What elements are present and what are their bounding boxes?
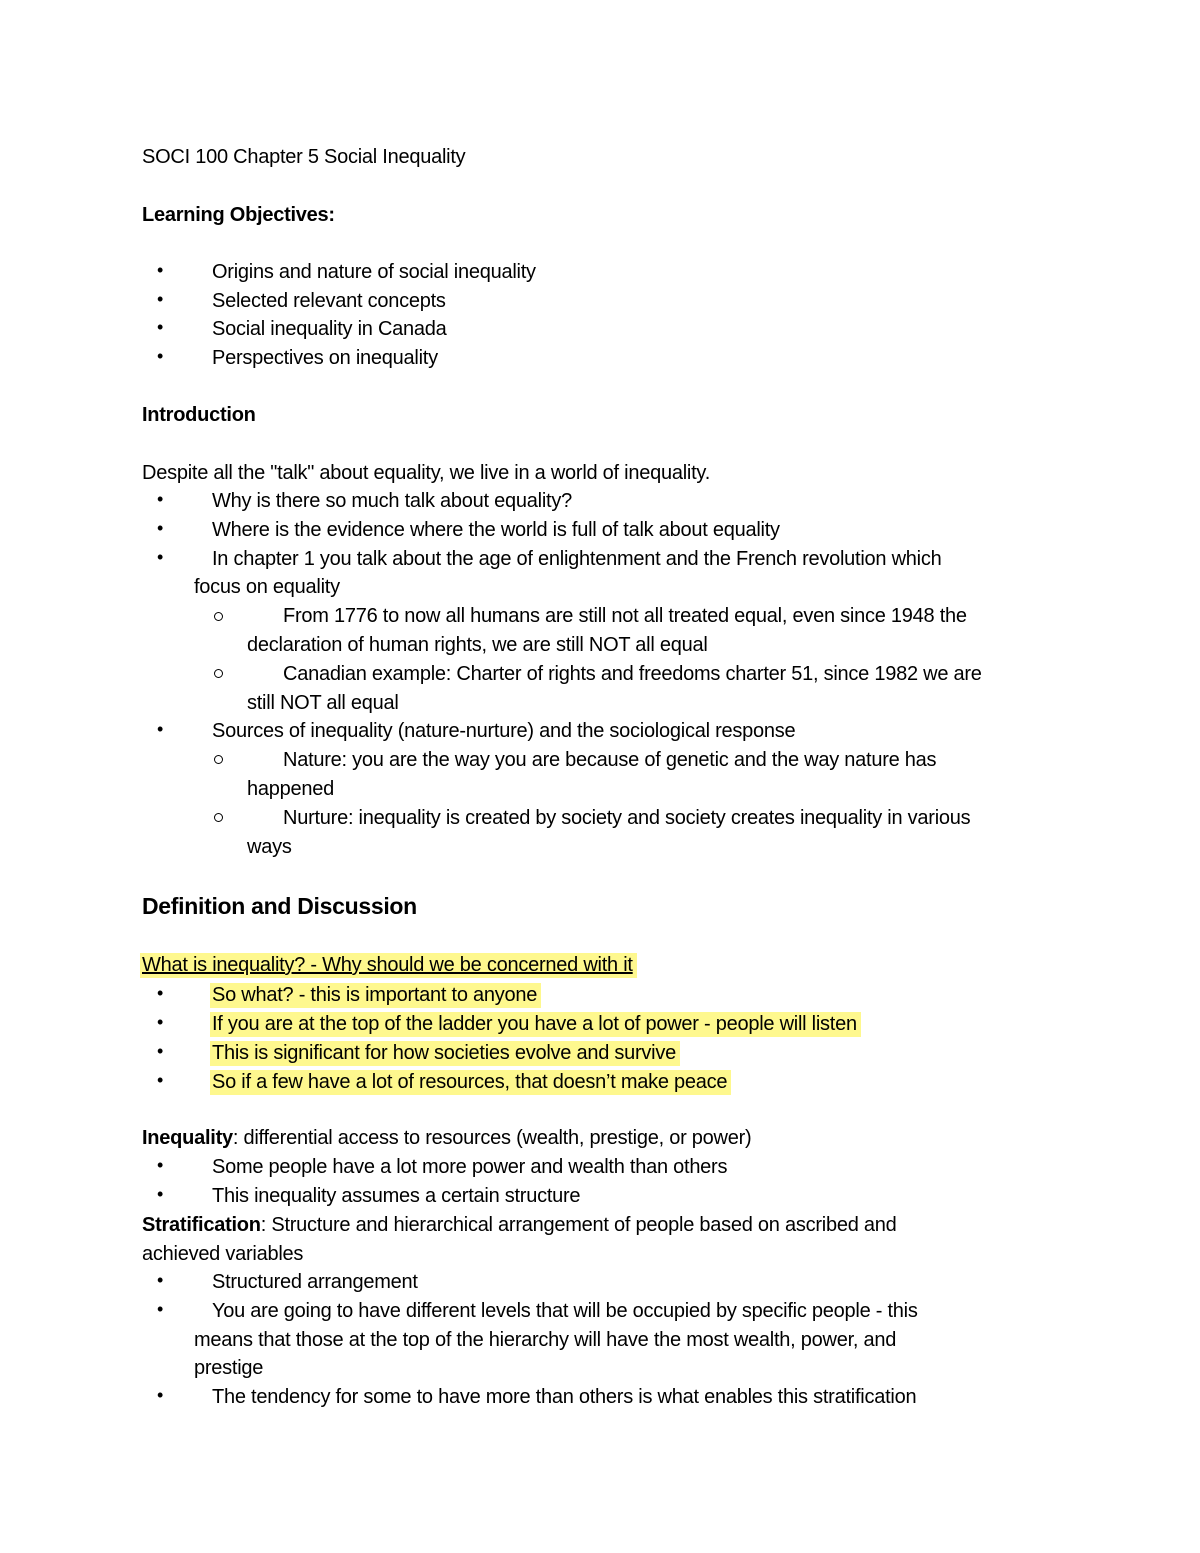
intro-sub-bullet-continued: still NOT all equal (247, 692, 399, 714)
stratification-item-continued: means that those at the top of the hierarchy will have the most wealth, power, and (194, 1329, 897, 1351)
inequality-item: Some people have a lot more power and wealth than others (212, 1156, 728, 1178)
intro-bullet: Where is the evidence where the world is full of talk about equality (212, 519, 780, 541)
definition-item (212, 1014, 861, 1034)
inequality-definition-text: : differential access to resources (wealth, prestige, or power) (232, 1127, 752, 1149)
stratification-item: Structured arrangement (212, 1271, 418, 1293)
definition-item (212, 1072, 731, 1092)
learning-objectives-heading: Learning Objectives: (142, 204, 335, 226)
highlighted-question: What is inequality? - Why should we be concerned with it (140, 953, 637, 978)
bullet-icon: • (157, 1012, 164, 1032)
stratification-item-continued: prestige (194, 1357, 264, 1379)
intro-bullet: Why is there so much talk about equality? (212, 490, 572, 512)
bullet-icon: • (157, 1385, 164, 1405)
definition-item (212, 1043, 680, 1063)
bullet-icon: • (157, 518, 164, 538)
intro-bullet: In chapter 1 you talk about the age of enlightenment and the French revolution which (212, 548, 942, 570)
objective-item: Perspectives on inequality (212, 347, 438, 369)
intro-sub-bullet-continued: declaration of human rights, we are still NOT all equal (247, 634, 708, 656)
bullet-icon: • (157, 346, 164, 366)
definition-heading: Definition and Discussion (142, 893, 417, 919)
stratification-item: The tendency for some to have more than others is what enables this stratification (212, 1386, 917, 1408)
intro-bullet-continued: focus on equality (194, 576, 340, 598)
intro-sub-bullet-continued: ways (247, 836, 292, 858)
introduction-heading: Introduction (142, 404, 256, 426)
objective-item: Selected relevant concepts (212, 290, 446, 312)
introduction-lead: Despite all the "talk" about equality, we live in a world of inequality. (142, 462, 710, 484)
bullet-icon: • (157, 1270, 164, 1290)
bullet-icon: • (157, 1070, 164, 1090)
bullet-icon: • (157, 719, 164, 739)
stratification-definition-text: : Structure and hierarchical arrangement of people based on ascribed and (260, 1214, 897, 1236)
intro-bullet: Sources of inequality (nature-nurture) and the sociological response (212, 720, 796, 742)
bullet-icon: • (157, 317, 164, 337)
inequality-item: This inequality assumes a certain structure (212, 1185, 581, 1207)
inequality-definition (142, 1128, 751, 1148)
highlighted-text: So what? - this is important to anyone (210, 983, 541, 1008)
intro-sub-bullet: Canadian example: Charter of rights and freedoms charter 51, since 1982 we are (283, 663, 982, 685)
definition-item (212, 985, 541, 1005)
bullet-icon: • (157, 983, 164, 1003)
document-title: SOCI 100 Chapter 5 Social Inequality (142, 146, 466, 168)
intro-sub-bullet-continued: happened (247, 778, 334, 800)
intro-sub-bullet: Nature: you are the way you are because of genetic and the way nature has (283, 749, 937, 771)
bullet-icon: • (157, 1041, 164, 1061)
objective-item: Origins and nature of social inequality (212, 261, 536, 283)
stratification-definition-continued: achieved variables (142, 1243, 304, 1265)
stratification-term: Stratification (142, 1214, 261, 1236)
hollow-bullet-icon (214, 755, 223, 764)
bullet-icon: • (157, 489, 164, 509)
highlighted-text: If you are at the top of the ladder you have a lot of power - people will listen (210, 1012, 861, 1037)
definition-question (142, 955, 637, 975)
bullet-icon: • (157, 1299, 164, 1319)
bullet-icon: • (157, 1184, 164, 1204)
intro-sub-bullet: From 1776 to now all humans are still not all treated equal, even since 1948 the (283, 605, 967, 627)
hollow-bullet-icon (214, 612, 223, 621)
bullet-icon: • (157, 260, 164, 280)
objective-item: Social inequality in Canada (212, 318, 447, 340)
bullet-icon: • (157, 547, 164, 567)
bullet-icon: • (157, 289, 164, 309)
stratification-item: You are going to have different levels that will be occupied by specific people - this (212, 1300, 918, 1322)
inequality-term: Inequality (142, 1127, 233, 1149)
highlighted-text: So if a few have a lot of resources, that doesn’t make peace (210, 1070, 731, 1095)
hollow-bullet-icon (214, 669, 223, 678)
highlighted-text: This is significant for how societies evolve and survive (210, 1041, 680, 1066)
hollow-bullet-icon (214, 813, 223, 822)
stratification-definition (142, 1215, 897, 1235)
bullet-icon: • (157, 1155, 164, 1175)
intro-sub-bullet: Nurture: inequality is created by society and society creates inequality in various (283, 807, 971, 829)
